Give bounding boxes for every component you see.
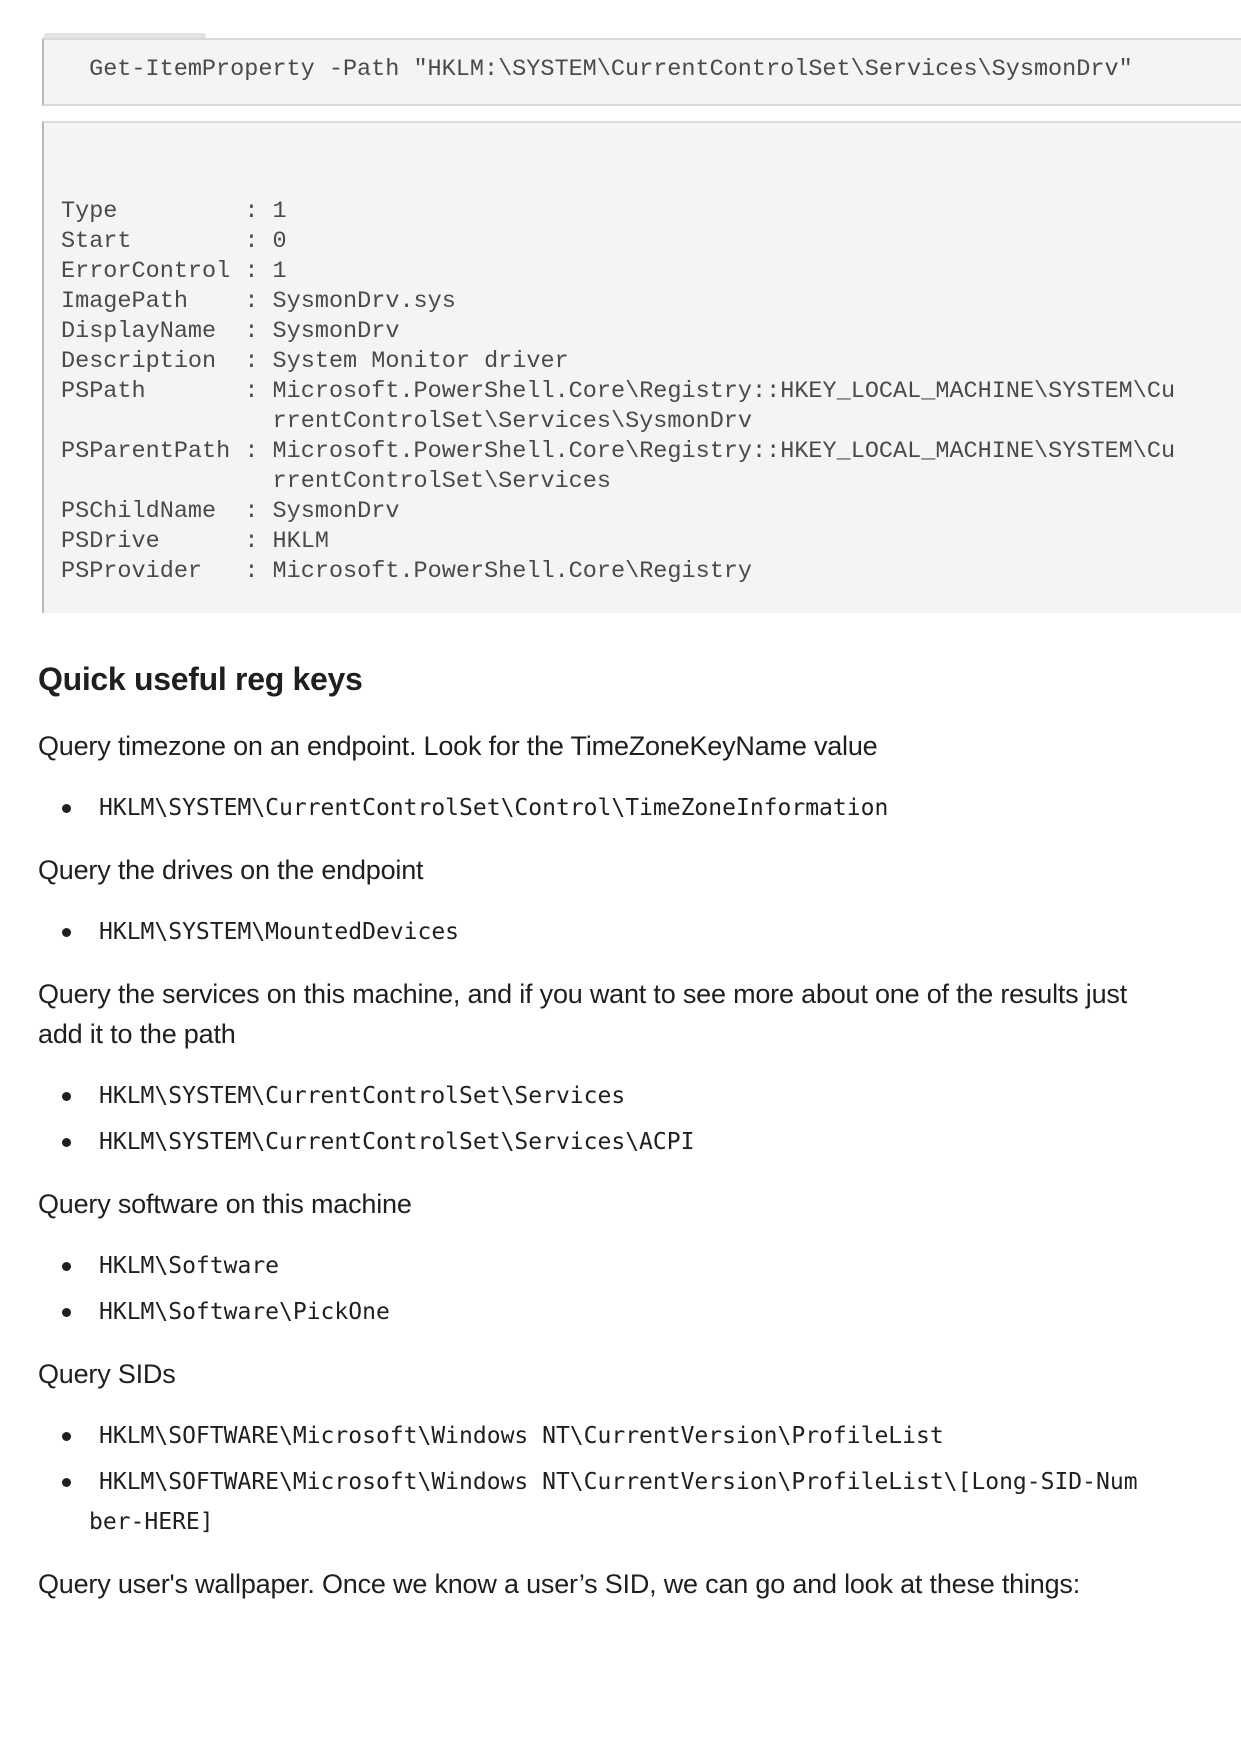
reg-key-path: HKLM\Software\PickOne xyxy=(99,1299,390,1325)
drives-key-list xyxy=(38,912,1168,952)
output-line: Type : 1 xyxy=(61,198,287,225)
bullet-icon xyxy=(62,1478,71,1487)
bullet-icon xyxy=(62,1432,71,1441)
bullet-icon xyxy=(62,1262,71,1271)
list-item xyxy=(38,1076,1168,1116)
output-line: ErrorControl : 1 xyxy=(61,258,287,285)
output-line: Description : System Monitor driver xyxy=(61,348,569,375)
reg-key-path: HKLM\SYSTEM\CurrentControlSet\Control\TimeZoneInformation xyxy=(99,795,889,821)
sids-intro: Query SIDs xyxy=(38,1359,176,1389)
output-line: PSProvider : Microsoft.PowerShell.Core\Registry xyxy=(61,558,753,585)
services-key-list xyxy=(38,1076,1168,1162)
command-text: Get-ItemProperty -Path "HKLM:\SYSTEM\CurrentControlSet\Services\SysmonDrv" xyxy=(75,56,1133,83)
reg-key-path: HKLM\SYSTEM\CurrentControlSet\Services\ACPI xyxy=(99,1129,695,1155)
output-line: PSPath : Microsoft.PowerShell.Core\Registry::HKEY_LOCAL_MACHINE\SYSTEM\Cu xyxy=(61,378,1176,405)
wallpaper-intro: Query user's wallpaper. Once we know a user’s SID, we can go and look at these things: xyxy=(38,1569,1081,1599)
bullet-icon xyxy=(62,804,71,813)
reg-key-path: HKLM\SOFTWARE\Microsoft\Windows NT\CurrentVersion\ProfileList xyxy=(99,1423,944,1449)
bullet-icon xyxy=(62,1308,71,1317)
bullet-icon xyxy=(62,1092,71,1101)
list-item xyxy=(38,788,1168,828)
reg-key-path: HKLM\SYSTEM\MountedDevices xyxy=(99,919,460,945)
reg-key-path: HKLM\SOFTWARE\Microsoft\Windows NT\CurrentVersion\ProfileList\[Long-SID-Number-HERE] xyxy=(89,1469,1138,1535)
software-key-list xyxy=(38,1246,1168,1332)
output-line: Start : 0 xyxy=(61,228,287,255)
bullet-icon xyxy=(62,1138,71,1147)
output-line: rrentControlSet\Services\SysmonDrv xyxy=(61,408,753,435)
list-item xyxy=(38,1246,1168,1286)
output-line: DisplayName : SysmonDrv xyxy=(61,318,400,345)
services-intro: Query the services on this machine, and if you want to see more about one of the results just add it to the path xyxy=(38,979,1127,1049)
output-line: PSParentPath : Microsoft.PowerShell.Core\Registry::HKEY_LOCAL_MACHINE\SYSTEM\Cu xyxy=(61,438,1176,465)
output-line: PSDrive : HKLM xyxy=(61,528,329,555)
section-heading: Quick useful reg keys xyxy=(38,661,363,697)
list-item xyxy=(38,1416,1168,1456)
list-item xyxy=(38,912,1168,952)
output-line: PSChildName : SysmonDrv xyxy=(61,498,400,525)
drives-intro: Query the drives on the endpoint xyxy=(38,855,424,885)
reg-key-path: HKLM\Software xyxy=(99,1253,280,1279)
reg-key-path: HKLM\SYSTEM\CurrentControlSet\Services xyxy=(99,1083,626,1109)
output-code-block xyxy=(42,121,1241,613)
list-item xyxy=(38,1462,1149,1542)
reg-keys-section xyxy=(38,660,1168,1626)
output-line: rrentControlSet\Services xyxy=(61,468,611,495)
list-item xyxy=(38,1122,1168,1162)
command-code-block xyxy=(42,38,1241,106)
timezone-key-list xyxy=(38,788,1168,828)
sids-key-list xyxy=(38,1416,1168,1542)
output-line: ImagePath : SysmonDrv.sys xyxy=(61,288,456,315)
output-text xyxy=(61,197,1175,587)
list-item xyxy=(38,1292,1168,1332)
software-intro: Query software on this machine xyxy=(38,1189,412,1219)
timezone-intro: Query timezone on an endpoint. Look for the TimeZoneKeyName value xyxy=(38,731,878,761)
bullet-icon xyxy=(62,928,71,937)
